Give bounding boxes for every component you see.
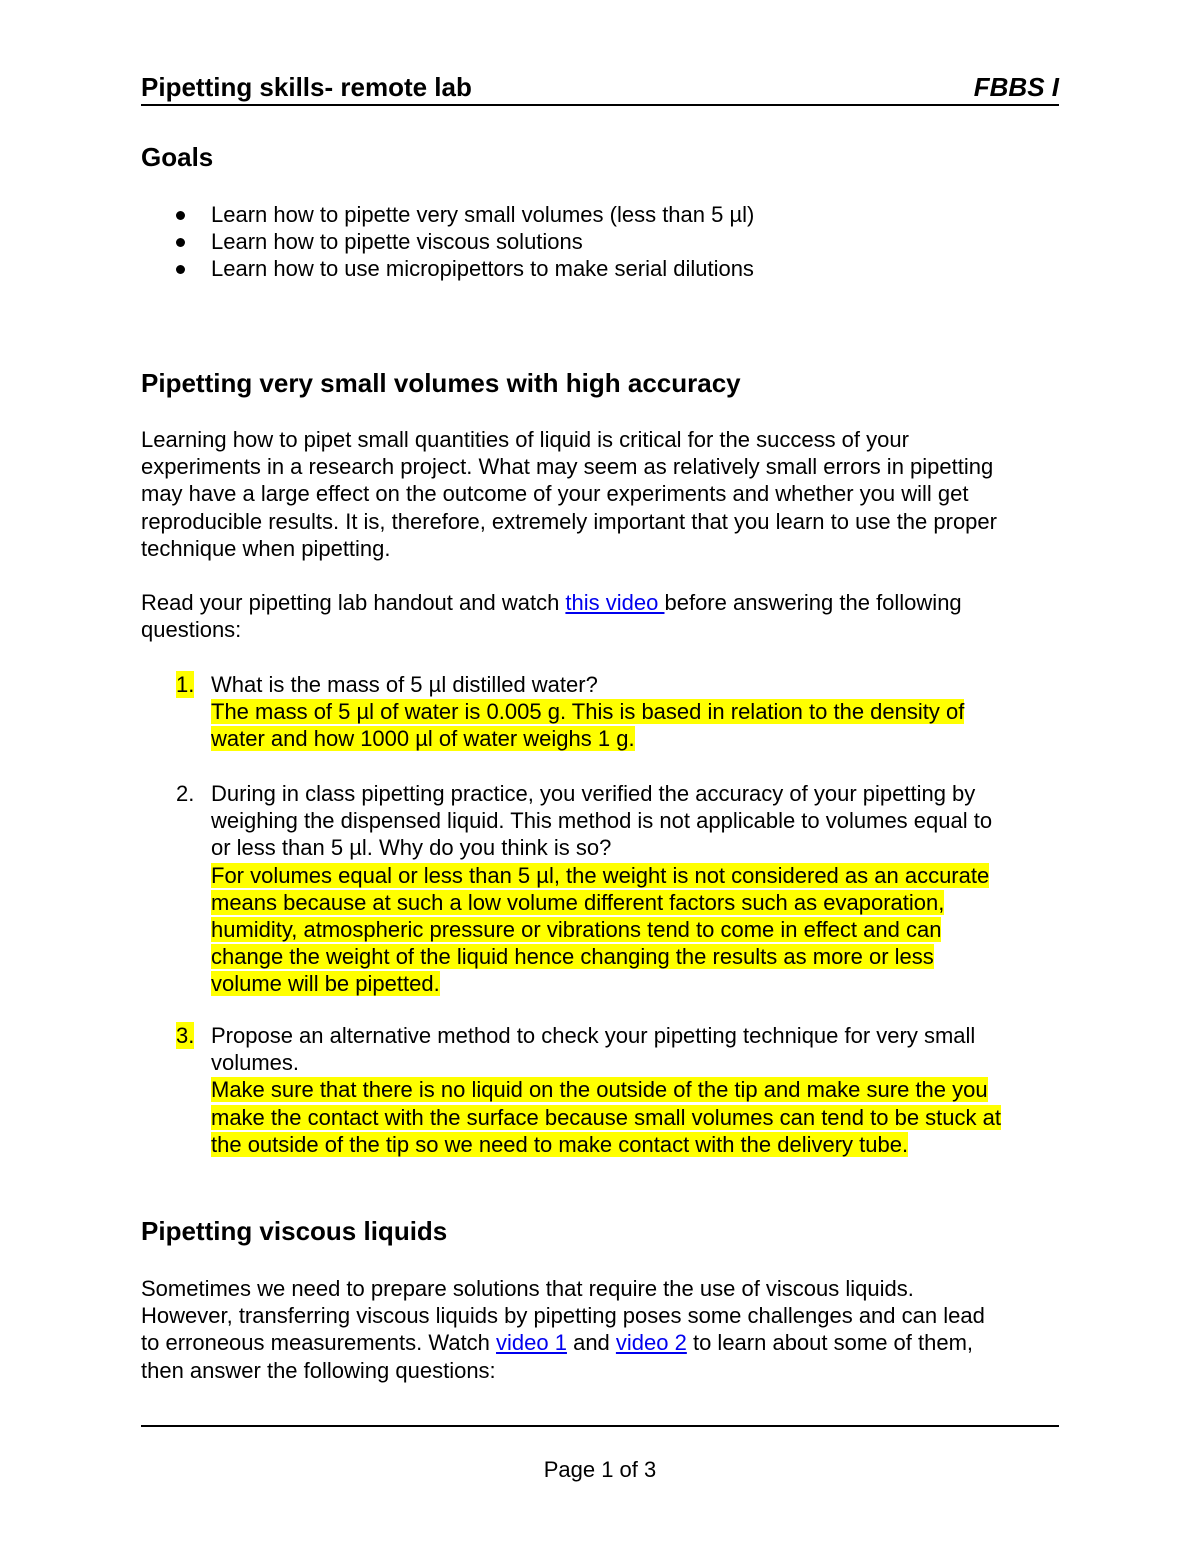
question-text: weighing the dispensed liquid. This method is not applicable to volumes equal to xyxy=(211,808,993,834)
page-number: Page 1 of 3 xyxy=(543,1457,657,1482)
header-title: Pipetting skills- remote lab xyxy=(141,72,472,102)
bullet-icon xyxy=(176,265,185,274)
goals-list xyxy=(141,201,754,282)
bullet-icon xyxy=(176,238,185,247)
viscous-paragraph: Sometimes we need to prepare solutions that require the use of viscous liquids. However, transferring viscous liquids by pipetting poses some challenges and can lead to erroneous measurements. Watch video 1 and video 2 to learn about some of them, then answer the following questions: xyxy=(141,1276,985,1383)
this-video-link[interactable]: this video xyxy=(565,590,665,615)
answer-text: the outside of the tip so we need to make contact with the delivery tube. xyxy=(211,1131,909,1157)
question-number: 3. xyxy=(176,1023,195,1048)
question-text: During in class pipetting practice, you verified the accuracy of your pipetting by xyxy=(211,781,976,806)
answer-text: Make sure that there is no liquid on the outside of the tip and make sure the you xyxy=(211,1077,988,1103)
answer-text: change the weight of the liquid hence changing the results as more or less xyxy=(211,944,934,970)
course-code: FBBS I xyxy=(973,72,1059,102)
intro-paragraph: Learning how to pipet small quantities of liquid is critical for the success of your experiments in a research project. What may seem as relatively small errors in pipetting may have a large effect on the outcome of your experiments and whether you will get reproducible results. It is, therefore, extremely important that you learn to use the proper technique when pipetting. xyxy=(141,427,997,561)
page-header xyxy=(141,70,1059,106)
video-1-link[interactable]: video 1 xyxy=(496,1330,567,1356)
question-text: volumes. xyxy=(211,1050,300,1076)
answer-text: humidity, atmospheric pressure or vibrations tend to come in effect and can xyxy=(211,917,942,943)
goal-item: Learn how to pipette very small volumes (less than 5 µl) xyxy=(141,201,754,228)
footer-divider xyxy=(141,1425,1059,1427)
goal-item: Learn how to pipette viscous solutions xyxy=(141,228,754,255)
answer-text: For volumes equal or less than 5 µl, the weight is not considered as an accurate xyxy=(211,862,990,888)
answer-text: The mass of 5 µl of water is 0.005 g. This is based in relation to the density of xyxy=(211,699,965,725)
section-heading-viscous: Pipetting viscous liquids xyxy=(141,1216,448,1246)
section-heading-small-volumes: Pipetting very small volumes with high accuracy xyxy=(141,368,741,398)
question-text: Propose an alternative method to check your pipetting technique for very small xyxy=(211,1023,976,1048)
question-number: 2. xyxy=(176,781,195,806)
answer-text: make the contact with the surface because small volumes can tend to be stuck at xyxy=(211,1104,1001,1130)
answer-text: water and how 1000 µl of water weighs 1 g. xyxy=(211,726,635,752)
answer-text: means because at such a low volume different factors such as evaporation, xyxy=(211,889,945,915)
video-2-link[interactable]: video 2 xyxy=(615,1330,687,1356)
answer-text: volume will be pipetted. xyxy=(211,971,440,997)
question-text: or less than 5 µl. Why do you think is so? xyxy=(211,835,612,861)
question-number: 1. xyxy=(176,672,195,697)
bullet-icon xyxy=(176,211,185,220)
goal-item: Learn how to use micropipettors to make serial dilutions xyxy=(141,255,754,282)
read-instructions: Read your pipetting lab handout and watch this video before answering the following questions: xyxy=(141,590,962,643)
question-text: What is the mass of 5 µl distilled water? xyxy=(211,672,598,697)
goals-heading: Goals xyxy=(141,142,214,172)
